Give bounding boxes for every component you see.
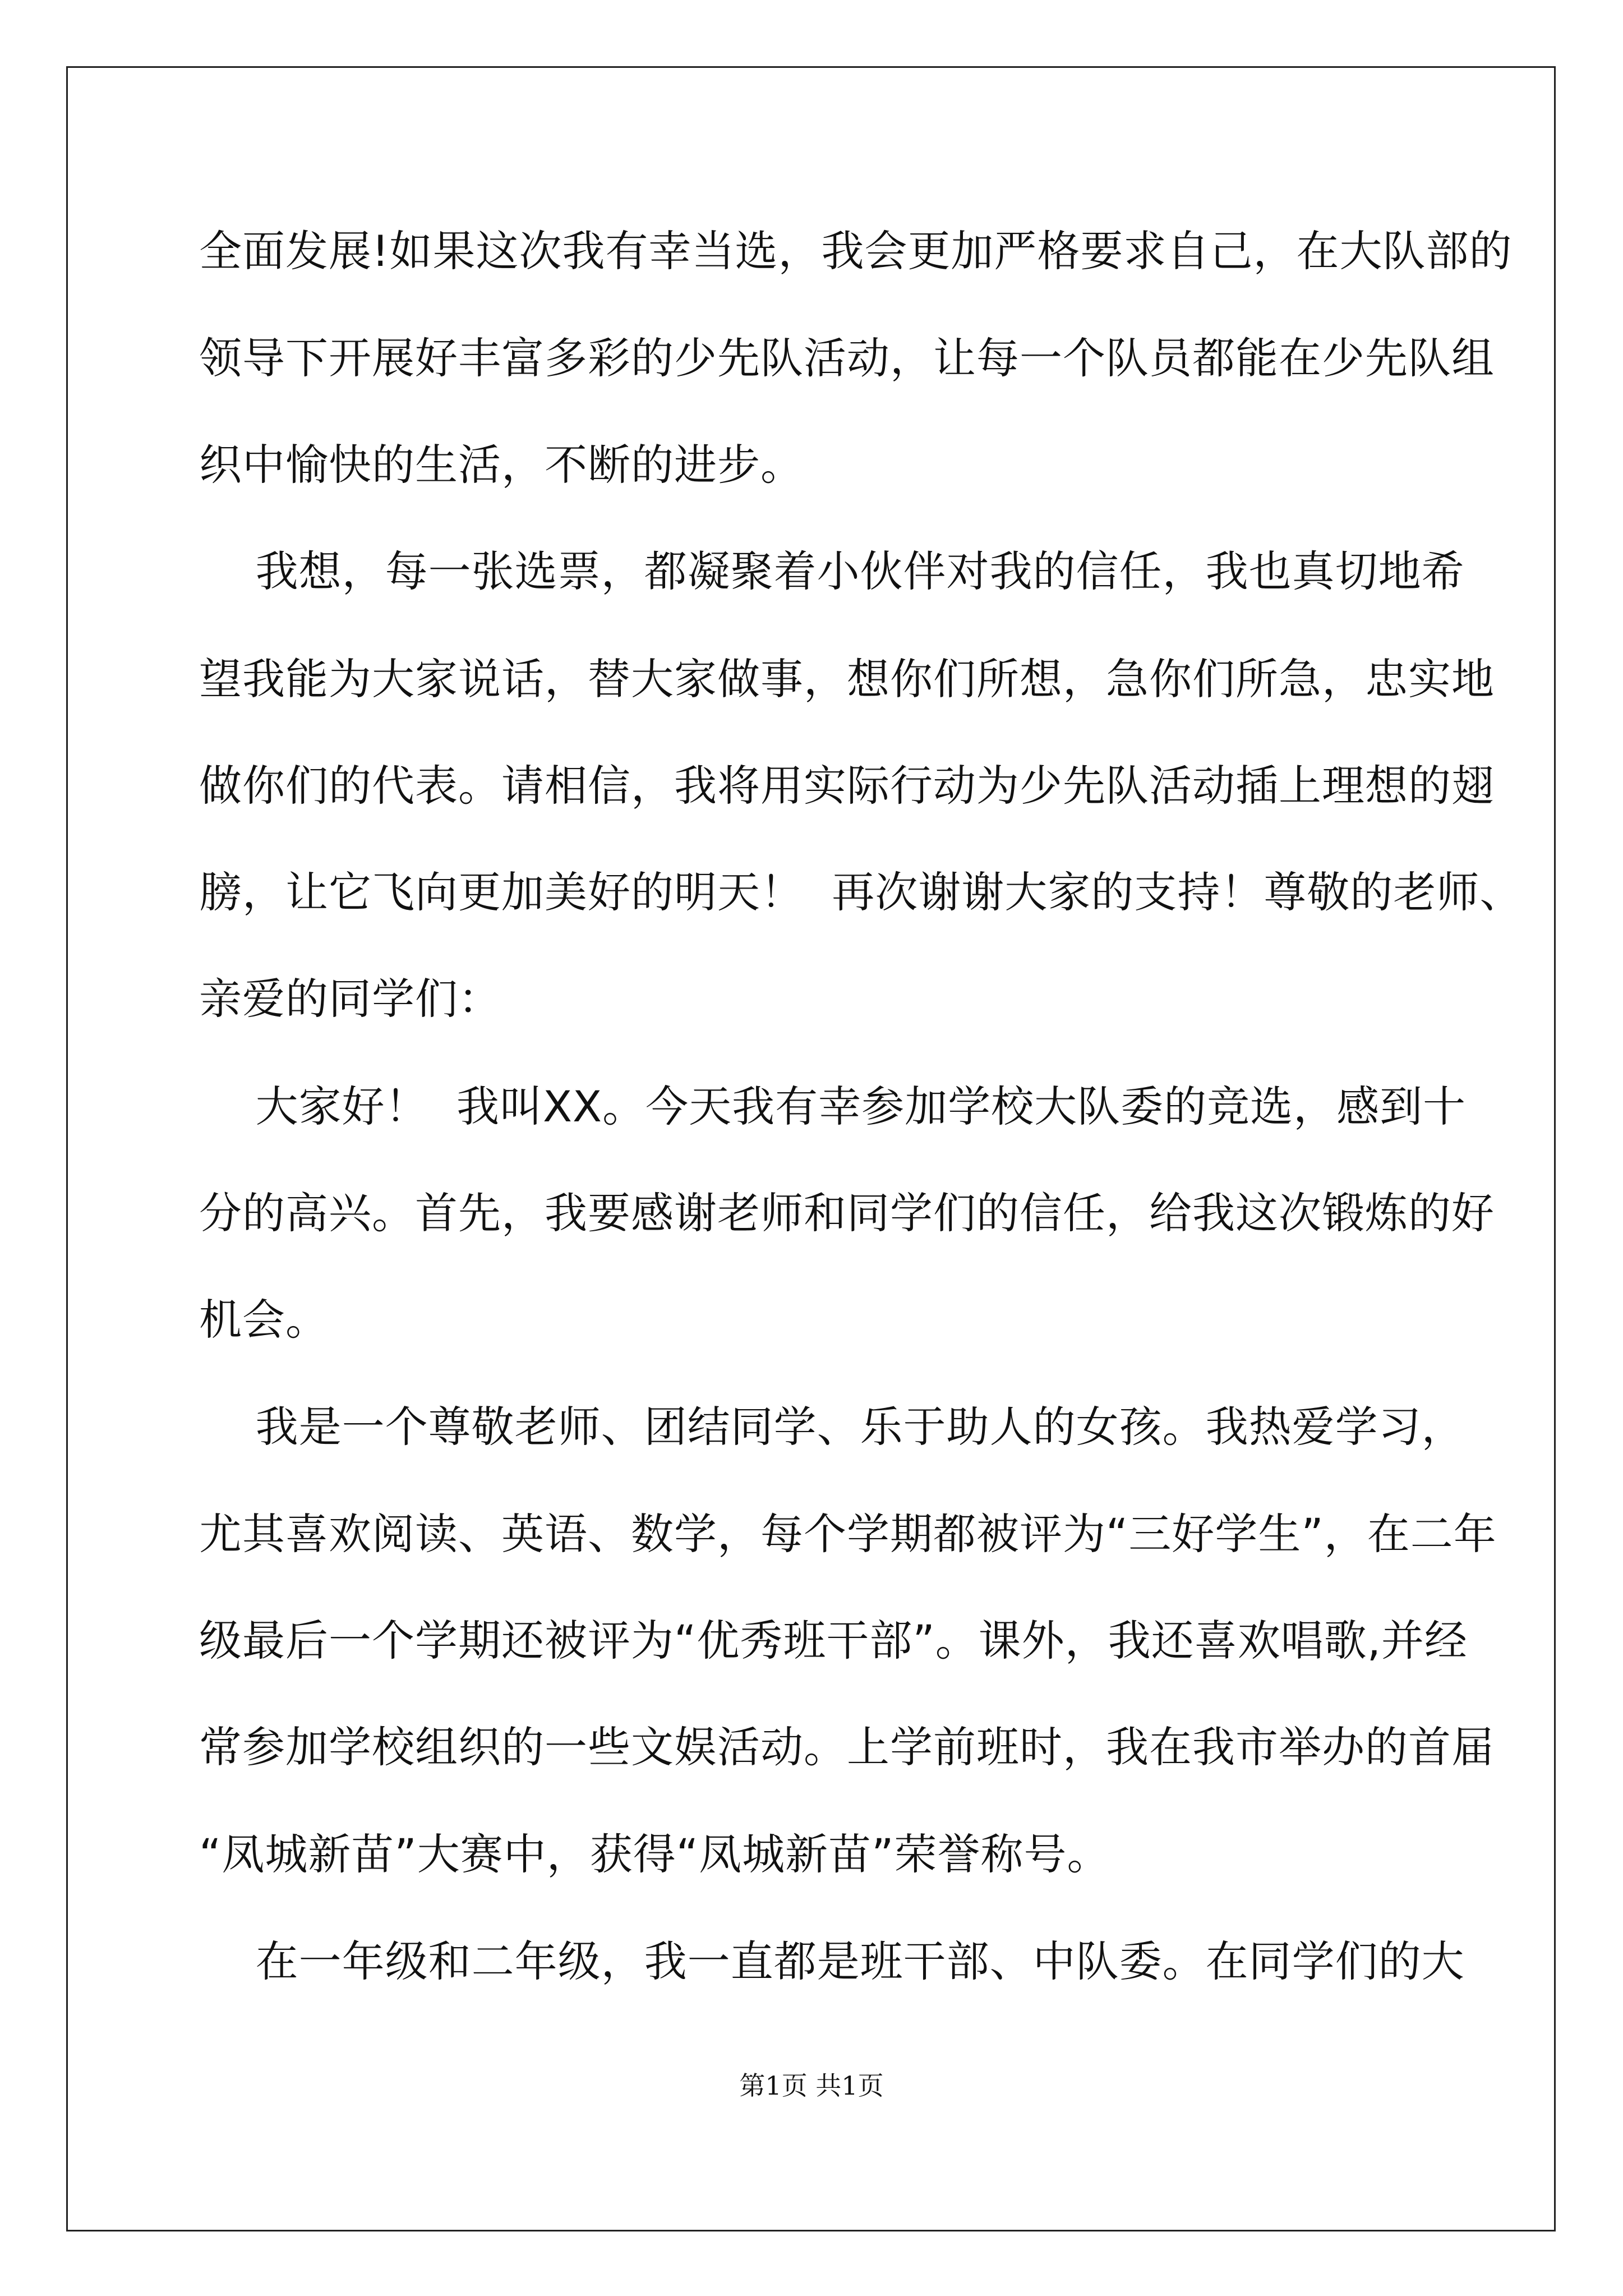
text-line: 膀，让它飞向更加美好的明天！ 再次谢谢大家的支持！尊敬的老师、: [199, 867, 1523, 917]
text-line: 级最后一个学期还被评为“优秀班干部”。课外，我还喜欢唱歌,并经: [199, 1616, 1468, 1665]
text-line: 机会。: [199, 1295, 329, 1345]
text-line: 做你们的代表。请相信，我将用实际行动为少先队活动插上理想的翅: [199, 761, 1495, 811]
text-line: 常参加学校组织的一些文娱活动。上学前班时，我在我市举办的首届: [199, 1722, 1495, 1772]
text-line: 大家好！ 我叫XX。今天我有幸参加学校大队委的竞选，感到十: [199, 1082, 1467, 1131]
text-line: “凤城新苗”大赛中，获得“凤城新苗”荣誉称号。: [199, 1829, 1110, 1879]
text-line: 亲爱的同学们：: [199, 974, 501, 1024]
text-line: 望我能为大家说话，替大家做事，想你们所想，急你们所急，忠实地: [199, 654, 1495, 704]
text-line: 织中愉快的生活，不断的进步。: [199, 440, 804, 490]
text-line: 我是一个尊敬老师、团结同学、乐于助人的女孩。我热爱学习，: [199, 1402, 1465, 1452]
text-line: 在一年级和二年级，我一直都是班干部、中队委。在同学们的大: [199, 1936, 1465, 1986]
text-line: 尤其喜欢阅读、英语、数学，每个学期都被评为“三好学生”，在二年: [199, 1509, 1497, 1559]
page-number-footer: 第1页 共1页: [739, 2070, 884, 2101]
text-line: 分的高兴。首先，我要感谢老师和同学们的信任，给我这次锻炼的好: [199, 1188, 1495, 1238]
text-line: 领导下开展好丰富多彩的少先队活动，让每一个队员都能在少先队组: [199, 333, 1495, 383]
text-line: 全面发展!如果这次我有幸当选，我会更加严格要求自己，在大队部的: [199, 226, 1513, 276]
page-border: [66, 66, 1556, 2231]
text-line: 我想，每一张选票，都凝聚着小伙伴对我的信任，我也真切地希: [199, 546, 1465, 596]
